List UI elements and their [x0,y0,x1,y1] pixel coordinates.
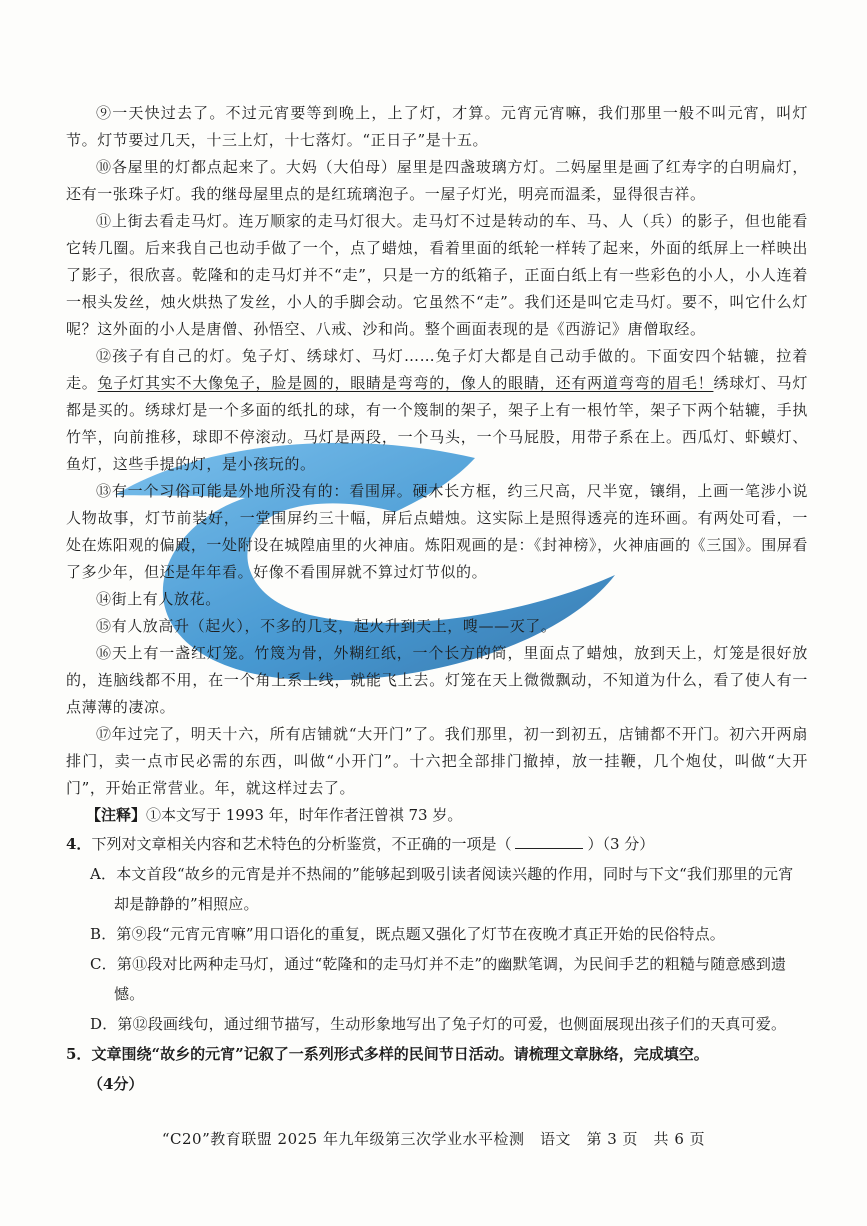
annotation-text: ①本文写于 1993 年，时年作者汪曾祺 73 岁。 [146,806,463,824]
annotation-note [66,802,808,829]
option-d[interactable]: D．第⑫段画线句，通过细节描写，生动形象地写出了兔子灯的可爱，也侧面展现出孩子们的天真可爱。 [90,1015,787,1033]
paragraph-12-end: 绣球灯、马灯都是买的。绣球灯是一个多面的纸扎的球，有一个篾制的架子，架子上有一根竹竿，架子下两个轱辘，手执竹竿，向前推移，球即不停滚动。马灯是两段，一个马头，一个马屁股，用带子系在上。西瓜灯、虾蟆灯、鱼灯，这些手提的灯，是小孩玩的。 [66,374,809,473]
paragraph-15: ⑮有人放高升（起火），不多的几支，起火升到天上，嗖——灭了。 [96,617,557,635]
question-5-text: 文章围绕“故乡的元宵”记叙了一系列形式多样的民间节日活动。请梳理文章脉络，完成填空。 [91,1045,709,1063]
option-a[interactable]: A．本文首段“故乡的元宵是并不热闹的”能够起到吸引读者阅读兴趣的作用，同时与下文“我们那里的元宵却是静静的”相照应。 [90,865,794,913]
question-5-stem [66,1039,808,1069]
paragraph-17: ⑰年过完了，明天十六，所有店铺就“大开门”了。我们那里，初一到初五，店铺都不开门。初六开两扇排门，卖一点市民必需的东西，叫做“小开门”。十六把全部排门撤掉，放一挂鞭，几个炮仗，叫做“大开门”，开始正常营业。年，就这样过去了。 [66,725,808,797]
question-5-score: （4分） [88,1075,144,1093]
question-4-number: 4． [66,835,92,853]
question-4-stem [66,829,808,859]
paragraph-12-start: ⑫孩子有自己的灯。兔子灯、绣球灯、马灯……兔子灯大都是自己动手做的。下面安四个轱辘，拉着走。 [66,347,808,392]
paragraph-10: ⑩各屋里的灯都点起来了。大妈（大伯母）屋里是四盏玻璃方灯。二妈屋里是画了红寿字的白明扁灯，还有一张珠子灯。我的继母屋里点的是红琉璃泡子。一屋子灯光，明亮而温柔，显得很吉祥。 [66,158,808,203]
paragraph-12 [66,343,808,478]
underlined-sentence: 兔子灯其实不大像兔子，脸是圆的，眼睛是弯弯的，像人的眼睛，还有两道弯弯的眉毛！ [97,374,714,392]
question-4-text: 下列对文章相关内容和艺术特色的分析鉴赏，不正确的一项是（ [91,835,512,853]
article-content [66,100,808,1099]
paragraph-14: ⑭街上有人放花。 [96,590,221,608]
option-c[interactable]: C．第⑪段对比两种走马灯，通过“乾隆和的走马灯并不走”的幽默笔调，为民间手艺的粗糙与随意感到遗憾。 [90,955,787,1003]
question-5-number: 5． [66,1045,92,1063]
paragraph-11: ⑪上街去看走马灯。连万顺家的走马灯很大。走马灯不过是转动的车、马、人（兵）的影子，但也能看它转几圈。后来我自己也动手做了一个，点了蜡烛，看着里面的纸轮一样转了起来，外面的纸屏上一样映出了影子，很欣喜。乾隆和的走马灯并不“走”，只是一方的纸箱子，正面白纸上有一些彩色的小人，小人连着一根头发丝，烛火烘热了发丝，小人的手脚会动。它虽然不“走”。我们还是叫它走马灯。要不，叫它什么灯呢？这外面的小人是唐僧、孙悟空、八戒、沙和尚。整个画面表现的是《西游记》唐僧取经。 [66,212,808,338]
paragraph-13: ⑬有一个习俗可能是外地所没有的：看围屏。硬木长方框，约三尺高，尺半宽，镶绢，上画一笔涉小说人物故事，灯节前装好，一堂围屏约三十幅，屏后点蜡烛。这实际上是照得透亮的连环画。有两处可看，一处在炼阳观的偏殿，一处附设在城隍庙里的火神庙。炼阳观画的是：《封神榜》，火神庙画的《三国》。围屏看了多少年，但还是年年看。好像不看围屏就不算过灯节似的。 [66,482,808,581]
question-4-score: ）（3 分） [587,835,655,853]
option-b[interactable]: B．第⑨段“元宵元宵嘛”用口语化的重复，既点题又强化了灯节在夜晚才真正开始的民俗特点。 [90,925,725,943]
annotation-tag: 【注释】 [86,806,147,824]
paragraph-16: ⑯天上有一盏红灯笼。竹篾为骨，外糊红纸，一个长方的筒，里面点了蜡烛，放到天上，灯笼是很好放的，连脑线都不用，在一个角上系上线，就能飞上去。灯笼在天上微微飘动，不知道为什么，看了使人有一点薄薄的凄凉。 [66,644,808,716]
answer-blank[interactable] [515,834,583,849]
paragraph-9: ⑨一天快过去了。不过元宵要等到晚上，上了灯，才算。元宵元宵嘛，我们那里一般不叫元宵，叫灯节。灯节要过几天，十三上灯，十七落灯。“正日子”是十五。 [66,104,808,149]
page-footer: “C20”教育联盟 2025 年九年级第三次学业水平检测 语文 第 3 页 共 6 页 [161,1130,706,1148]
